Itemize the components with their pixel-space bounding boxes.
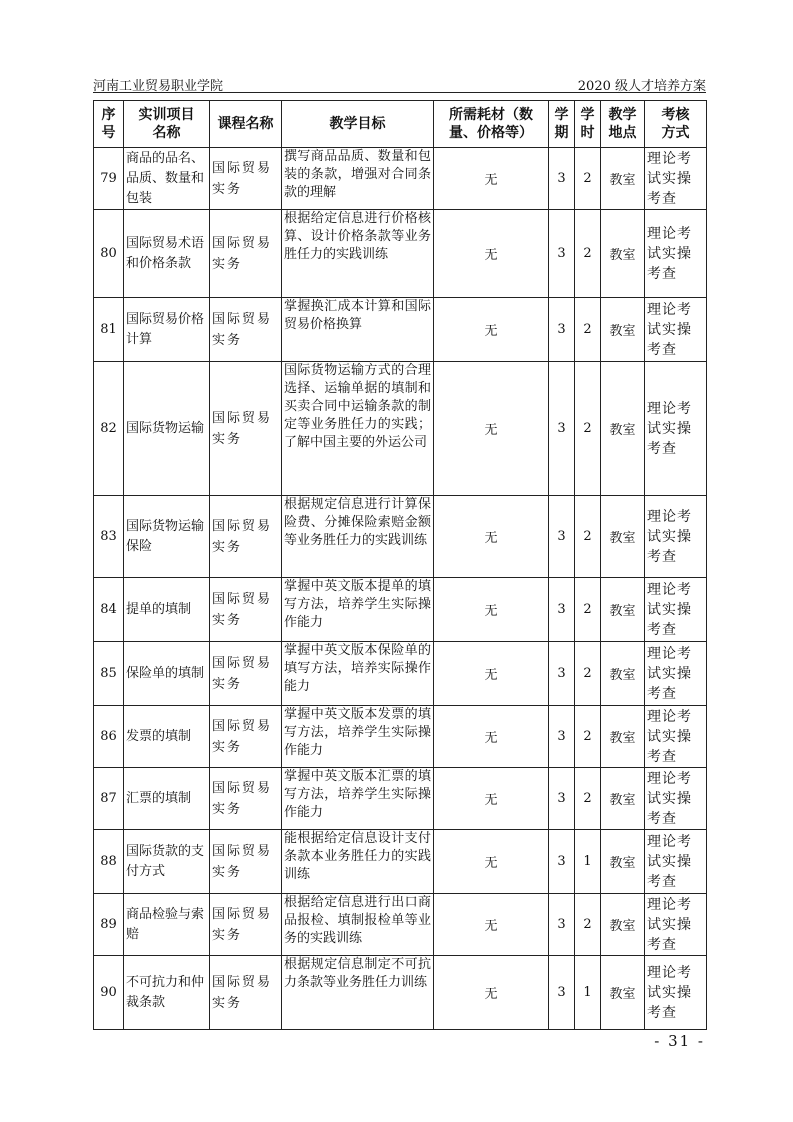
- row-location: 教室: [601, 298, 645, 362]
- row-course: 国际贸易实务: [210, 768, 282, 830]
- row-project-name: 国际贸易价格计算: [124, 298, 210, 362]
- row-semester: 3: [549, 298, 575, 362]
- row-exam: 理论考试实操考查: [645, 642, 707, 706]
- row-hours: 2: [575, 496, 601, 578]
- row-semester: 3: [549, 894, 575, 956]
- row-course: 国际贸易实务: [210, 496, 282, 578]
- row-project-name: 商品的品名、品质、数量和包装: [124, 148, 210, 210]
- row-semester: 3: [549, 830, 575, 894]
- row-seq: 89: [94, 894, 124, 956]
- header-seq: 序号: [94, 101, 124, 148]
- row-project-name: 国际货物运输: [124, 362, 210, 496]
- row-goal: 国际货物运输方式的合理选择、运输单据的填制和买卖合同中运输条款的制定等业务胜任力的实践；了解中国主要的外运公司: [282, 362, 434, 496]
- row-course: 国际贸易实务: [210, 642, 282, 706]
- row-goal: 掌握中英文版本保险单的填写方法，培养实际操作能力: [282, 642, 434, 706]
- row-semester: 3: [549, 496, 575, 578]
- row-materials: 无: [434, 298, 549, 362]
- header-course: 课程名称: [210, 101, 282, 148]
- row-seq: 83: [94, 496, 124, 578]
- row-project-name: 发票的填制: [124, 706, 210, 768]
- row-seq: 85: [94, 642, 124, 706]
- header-semester: 学期: [549, 101, 575, 148]
- row-course: 国际贸易实务: [210, 298, 282, 362]
- row-materials: 无: [434, 706, 549, 768]
- row-course: 国际贸易实务: [210, 148, 282, 210]
- row-exam: 理论考试实操考查: [645, 210, 707, 298]
- row-location: 教室: [601, 956, 645, 1030]
- row-exam: 理论考试实操考查: [645, 496, 707, 578]
- row-exam: 理论考试实操考查: [645, 894, 707, 956]
- row-exam: 理论考试实操考查: [645, 706, 707, 768]
- row-location: 教室: [601, 706, 645, 768]
- row-seq: 87: [94, 768, 124, 830]
- row-semester: 3: [549, 768, 575, 830]
- row-materials: 无: [434, 768, 549, 830]
- row-course: 国际贸易实务: [210, 210, 282, 298]
- row-location: 教室: [601, 362, 645, 496]
- row-seq: 86: [94, 706, 124, 768]
- row-semester: 3: [549, 362, 575, 496]
- row-seq: 80: [94, 210, 124, 298]
- table-row: [94, 768, 707, 830]
- row-goal: 根据给定信息进行价格核算、设计价格条款等业务胜任力的实践训练: [282, 210, 434, 298]
- row-materials: 无: [434, 362, 549, 496]
- row-hours: 1: [575, 956, 601, 1030]
- table-header-row: [94, 101, 707, 148]
- row-project-name: 不可抗力和仲裁条款: [124, 956, 210, 1030]
- row-goal: 根据规定信息制定不可抗力条款等业务胜任力训练: [282, 956, 434, 1030]
- row-course: 国际贸易实务: [210, 706, 282, 768]
- row-semester: 3: [549, 642, 575, 706]
- row-exam: 理论考试实操考查: [645, 148, 707, 210]
- row-course: 国际贸易实务: [210, 578, 282, 642]
- row-project-name: 商品检验与索赔: [124, 894, 210, 956]
- row-course: 国际贸易实务: [210, 894, 282, 956]
- row-goal: 掌握中英文版本提单的填写方法，培养学生实际操作能力: [282, 578, 434, 642]
- row-project-name: 汇票的填制: [124, 768, 210, 830]
- header-school-name: 河南工业贸易职业学院: [93, 79, 224, 94]
- header-hours: 学时: [575, 101, 601, 148]
- header-rule: [93, 92, 706, 93]
- row-materials: 无: [434, 830, 549, 894]
- row-exam: 理论考试实操考查: [645, 768, 707, 830]
- row-seq: 82: [94, 362, 124, 496]
- row-location: 教室: [601, 210, 645, 298]
- row-exam: 理论考试实操考查: [645, 830, 707, 894]
- row-materials: 无: [434, 578, 549, 642]
- row-location: 教室: [601, 496, 645, 578]
- row-hours: 2: [575, 642, 601, 706]
- row-materials: 无: [434, 956, 549, 1030]
- row-goal: 根据给定信息进行出口商品报检、填制报检单等业务的实践训练: [282, 894, 434, 956]
- table-row: [94, 956, 707, 1030]
- table-row: [94, 894, 707, 956]
- row-location: 教室: [601, 148, 645, 210]
- row-goal: 根据规定信息进行计算保险费、分摊保险索赔金额等业务胜任力的实践训练: [282, 496, 434, 578]
- row-exam: 理论考试实操考查: [645, 578, 707, 642]
- row-seq: 88: [94, 830, 124, 894]
- row-materials: 无: [434, 210, 549, 298]
- row-seq: 79: [94, 148, 124, 210]
- row-project-name: 国际贸易术语和价格条款: [124, 210, 210, 298]
- row-materials: 无: [434, 642, 549, 706]
- row-location: 教室: [601, 894, 645, 956]
- row-goal: 掌握中英文版本汇票的填写方法，培养学生实际操作能力: [282, 768, 434, 830]
- header-location: 教学地点: [601, 101, 645, 148]
- training-plan-table: [93, 100, 707, 1030]
- row-hours: 2: [575, 148, 601, 210]
- row-semester: 3: [549, 148, 575, 210]
- header-goal: 教学目标: [282, 101, 434, 148]
- row-hours: 2: [575, 894, 601, 956]
- row-location: 教室: [601, 768, 645, 830]
- row-goal: 掌握中英文版本发票的填写方法，培养学生实际操作能力: [282, 706, 434, 768]
- row-semester: 3: [549, 578, 575, 642]
- row-hours: 2: [575, 578, 601, 642]
- row-goal: 能根据给定信息设计支付条款本业务胜任力的实践训练: [282, 830, 434, 894]
- table-row: [94, 298, 707, 362]
- row-hours: 2: [575, 362, 601, 496]
- row-exam: 理论考试实操考查: [645, 298, 707, 362]
- row-materials: 无: [434, 894, 549, 956]
- row-hours: 2: [575, 706, 601, 768]
- header-materials: 所需耗材（数量、价格等）: [434, 101, 549, 148]
- header-plan-title: 2020 级人才培养方案: [577, 79, 706, 94]
- row-semester: 3: [549, 956, 575, 1030]
- row-exam: 理论考试实操考查: [645, 362, 707, 496]
- table-row: [94, 362, 707, 496]
- table-row: [94, 642, 707, 706]
- row-semester: 3: [549, 210, 575, 298]
- row-hours: 2: [575, 210, 601, 298]
- row-course: 国际贸易实务: [210, 830, 282, 894]
- table-row: [94, 578, 707, 642]
- row-materials: 无: [434, 496, 549, 578]
- row-hours: 2: [575, 768, 601, 830]
- row-exam: 理论考试实操考查: [645, 956, 707, 1030]
- row-location: 教室: [601, 642, 645, 706]
- row-project-name: 保险单的填制: [124, 642, 210, 706]
- header-exam: 考核方式: [645, 101, 707, 148]
- page-header: [93, 73, 706, 93]
- row-project-name: 提单的填制: [124, 578, 210, 642]
- row-seq: 84: [94, 578, 124, 642]
- table-row: [94, 496, 707, 578]
- row-goal: 撰写商品品质、数量和包装的条款，增强对合同条款的理解: [282, 148, 434, 210]
- row-goal: 掌握换汇成本计算和国际贸易价格换算: [282, 298, 434, 362]
- row-project-name: 国际货物运输保险: [124, 496, 210, 578]
- row-location: 教室: [601, 830, 645, 894]
- row-seq: 90: [94, 956, 124, 1030]
- row-hours: 2: [575, 298, 601, 362]
- table-row: [94, 148, 707, 210]
- table-row: [94, 210, 707, 298]
- row-location: 教室: [601, 578, 645, 642]
- row-course: 国际贸易实务: [210, 362, 282, 496]
- header-project-name: 实训项目名称: [124, 101, 210, 148]
- row-seq: 81: [94, 298, 124, 362]
- row-materials: 无: [434, 148, 549, 210]
- row-semester: 3: [549, 706, 575, 768]
- row-project-name: 国际货款的支付方式: [124, 830, 210, 894]
- table-row: [94, 830, 707, 894]
- row-course: 国际贸易实务: [210, 956, 282, 1030]
- page-number: - 31 -: [654, 1032, 705, 1050]
- row-hours: 1: [575, 830, 601, 894]
- table-row: [94, 706, 707, 768]
